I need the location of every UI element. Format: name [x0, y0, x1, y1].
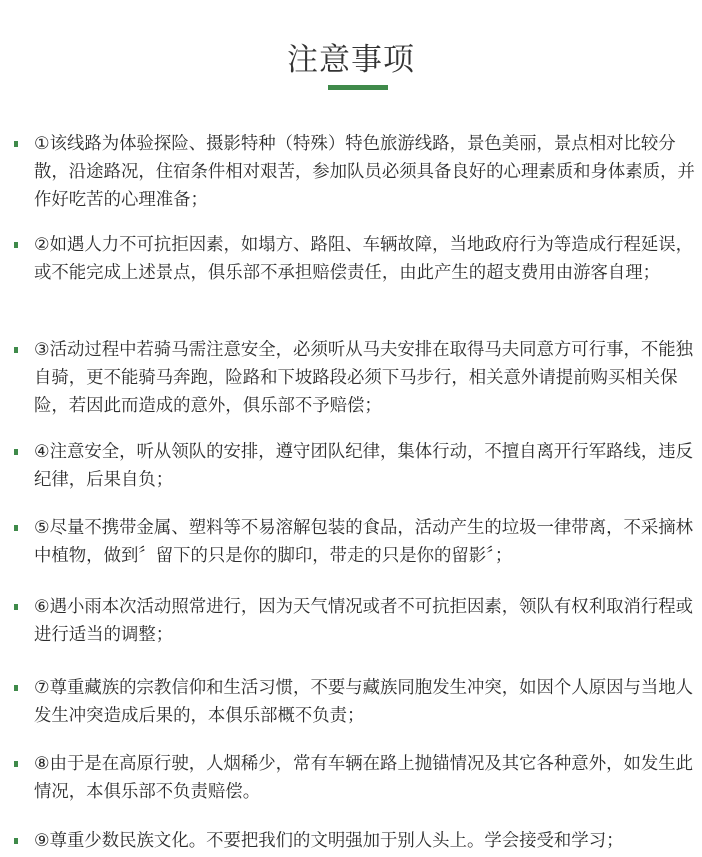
notice-text: ⑥遇小雨本次活动照常进行，因为天气情况或者不可抗拒因素，领队有权利取消行程或进行适当的调整；	[34, 597, 694, 645]
bullet-icon	[14, 685, 18, 691]
bullet-icon	[14, 141, 18, 147]
page-title: 注意事项	[287, 42, 415, 78]
bullet-icon	[14, 242, 18, 248]
notice-text: ⑦尊重藏族的宗教信仰和生活习惯，不要与藏族同胞发生冲突，如因个人原因与当地人发生冲突造成后果的，本俱乐部概不负责；	[34, 678, 694, 726]
bullet-icon	[14, 525, 18, 531]
bullet-icon	[14, 838, 18, 844]
notice-text: ③活动过程中若骑马需注意安全，必须听从马夫安排在取得马夫同意方可行事，不能独自骑，更不能骑马奔跑，险路和下坡路段必须下马步行，相关意外请提前购买相关保险，若因此而造成的意外，俱乐部不予赔偿；	[34, 340, 694, 416]
bullet-icon	[14, 761, 18, 767]
notice-text: ①该线路为体验探险、摄影特种（特殊）特色旅游线路，景色美丽，景点相对比较分散，沿途路况，住宿条件相对艰苦，参加队员必须具备良好的心理素质和身体素质，并作好吃苦的心理准备；	[34, 134, 695, 210]
bullet-icon	[14, 449, 18, 455]
bullet-icon	[14, 604, 18, 610]
notice-text: ⑤尽量不携带金属、塑料等不易溶解包装的食品，活动产生的垃圾一律带离，不采摘林中植物，做到〞留下的只是你的脚印，带走的只是你的留影〞；	[34, 518, 694, 566]
notice-text: ⑧由于是在高原行驶，人烟稀少，常有车辆在路上抛锚情况及其它各种意外，如发生此情况，本俱乐部不负责赔偿。	[34, 754, 694, 802]
notice-text: ⑨尊重少数民族文化。不要把我们的文明强加于别人头上。学会接受和学习；	[34, 831, 624, 851]
notice-text: ②如遇人力不可抗拒因素，如塌方、路阻、车辆故障，当地政府行为等造成行程延误，或不能完成上述景点，俱乐部不承担赔偿责任，由此产生的超支费用由游客自理；	[34, 235, 694, 283]
bullet-icon	[14, 347, 18, 353]
notice-text: ④注意安全，听从领队的安排，遵守团队纪律，集体行动，不擅自离开行军路线，违反纪律，后果自负；	[34, 442, 694, 490]
